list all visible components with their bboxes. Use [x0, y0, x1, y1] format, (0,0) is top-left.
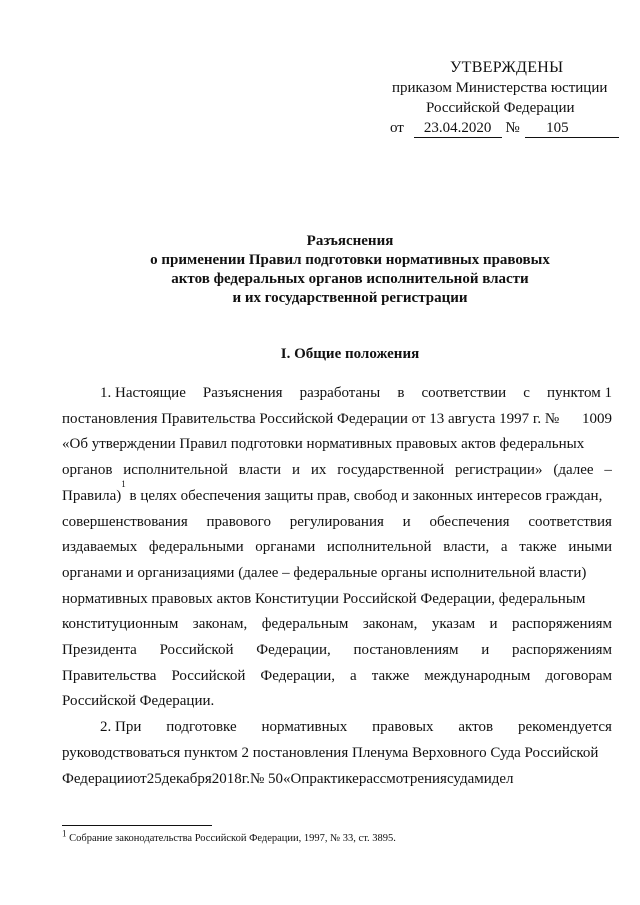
word: Разъяснения	[202, 385, 283, 401]
word: судами	[446, 770, 492, 787]
word: иными	[568, 539, 612, 556]
approval-number-label: №	[505, 120, 520, 136]
word: № 50	[249, 770, 284, 787]
approval-title: УТВЕРЖДЕНЫ	[450, 59, 564, 76]
word: законам,	[362, 616, 418, 633]
word: постановлениям	[353, 642, 459, 659]
word: исполнительной	[123, 462, 228, 479]
text-line	[62, 689, 612, 715]
word: актов	[458, 719, 494, 736]
word: Правила)	[62, 487, 122, 504]
title-line: и их государственной регистрации	[232, 290, 468, 306]
text-line	[62, 715, 612, 741]
text-line	[62, 741, 612, 767]
word: правовых	[372, 719, 434, 736]
word: нормативных правовых актов Конституции Российской Федерации, федеральным	[62, 590, 586, 607]
word: совершенствования	[62, 513, 188, 530]
text-line	[62, 432, 612, 458]
word: «Об утверждении Правил подготовки нормативных правовых актов федеральных	[62, 436, 585, 453]
footnote-text: Собрание законодательства Российской Федерации, 1997, № 33, ст. 3895.	[66, 833, 396, 844]
word: 25	[146, 770, 162, 787]
text-line	[62, 664, 612, 690]
paragraph-1	[62, 381, 612, 715]
word: 2. При	[100, 719, 142, 736]
word: от	[132, 770, 147, 787]
word: а	[500, 539, 508, 556]
text-line	[62, 458, 612, 484]
word: Российской	[171, 667, 246, 684]
word: 2018	[211, 770, 242, 787]
word: регулирования	[289, 513, 384, 530]
word: органами	[255, 539, 316, 556]
word: руководствоваться пунктом 2 постановления Пленума Верховного Суда Российской	[62, 744, 599, 761]
title-line: Разъяснения	[306, 233, 394, 249]
word: Правительства	[62, 667, 157, 684]
word: с	[523, 385, 530, 401]
word: разработаны	[299, 385, 381, 401]
word: также	[371, 667, 410, 684]
title-line: о применении Правил подготовки нормативных правовых	[150, 252, 550, 268]
text-line	[62, 381, 612, 407]
word: правового	[206, 513, 271, 530]
word: «О	[283, 770, 302, 787]
title-line: актов федеральных органов исполнительной власти	[171, 271, 529, 287]
approval-from-label: от	[390, 120, 404, 136]
word: распоряжениям	[511, 642, 612, 659]
text-line	[62, 535, 612, 561]
word: нормативных	[261, 719, 348, 736]
word: федеральными	[148, 539, 244, 556]
word: практике	[301, 770, 359, 787]
footnote-marker: 1	[62, 828, 67, 839]
word: –	[604, 462, 612, 479]
word: в	[397, 385, 405, 401]
document-body	[62, 381, 612, 792]
section-heading: I. Общие положения	[280, 346, 420, 362]
document-title	[60, 232, 640, 308]
word: также	[519, 539, 557, 556]
text-line	[62, 510, 612, 536]
word: власти	[238, 462, 282, 479]
word: Федерации,	[260, 667, 335, 684]
text-line	[62, 638, 612, 664]
word: рассмотрения	[358, 770, 447, 787]
approval-date: 23.04.2020	[414, 120, 502, 138]
paragraph-2	[62, 715, 612, 792]
word: постановления Правительства Российской Федерации от 13 августа 1997 г. №	[62, 410, 560, 427]
word: и	[402, 513, 411, 530]
word: подготовке	[166, 719, 237, 736]
word: в целях обеспечения защиты прав, свобод и законных интересов граждан,	[125, 487, 603, 504]
text-line	[62, 587, 612, 613]
text-line	[62, 767, 612, 793]
word: рекомендуется	[517, 719, 612, 736]
text-line	[62, 478, 612, 510]
word: регистрации»	[454, 462, 543, 479]
word: дел	[491, 770, 514, 787]
approval-issuer: приказом Министерства юстиции	[392, 80, 608, 96]
word: Президента	[62, 642, 137, 659]
approval-date-number	[390, 118, 620, 138]
word: договорам	[545, 667, 612, 684]
word: а	[350, 667, 357, 684]
word: органов	[62, 462, 113, 479]
word: федеральным	[261, 616, 349, 633]
word: и	[291, 462, 300, 479]
word: декабря	[161, 770, 212, 787]
word: (далее	[553, 462, 594, 479]
word: обеспечения	[429, 513, 510, 530]
word: издаваемых	[62, 539, 138, 556]
word: и	[481, 642, 490, 659]
footnote	[62, 828, 396, 845]
word: указам	[431, 616, 476, 633]
text-line	[62, 407, 612, 433]
approval-country: Российской Федерации	[426, 100, 575, 116]
word: 1. Настоящие	[100, 385, 186, 401]
word: конституционным	[62, 616, 179, 633]
word: Федерации	[62, 770, 133, 787]
word: Федерации,	[256, 642, 331, 659]
approval-number: 105	[525, 120, 619, 138]
text-line	[62, 561, 612, 587]
word: власти,	[443, 539, 490, 556]
word: государственной	[337, 462, 445, 479]
word: исполнительной	[326, 539, 432, 556]
approval-stamp	[390, 58, 620, 138]
word: соответствия	[528, 513, 612, 530]
word: соответствии	[421, 385, 507, 401]
word: пунктом 1	[546, 385, 612, 401]
word: и	[489, 616, 498, 633]
word: органами и организациями (далее – федеральные органы исполнительной власти)	[62, 564, 587, 581]
word: 1009	[582, 410, 612, 427]
word: их	[310, 462, 327, 479]
footnote-reference: 1	[121, 478, 126, 489]
word: Российской Федерации.	[62, 693, 215, 710]
word: распоряжениям	[511, 616, 612, 633]
word: г.	[241, 770, 250, 787]
word: Российской	[159, 642, 234, 659]
text-line	[62, 612, 612, 638]
word: законам,	[192, 616, 248, 633]
footnote-divider	[62, 825, 212, 826]
word: международным	[424, 667, 531, 684]
